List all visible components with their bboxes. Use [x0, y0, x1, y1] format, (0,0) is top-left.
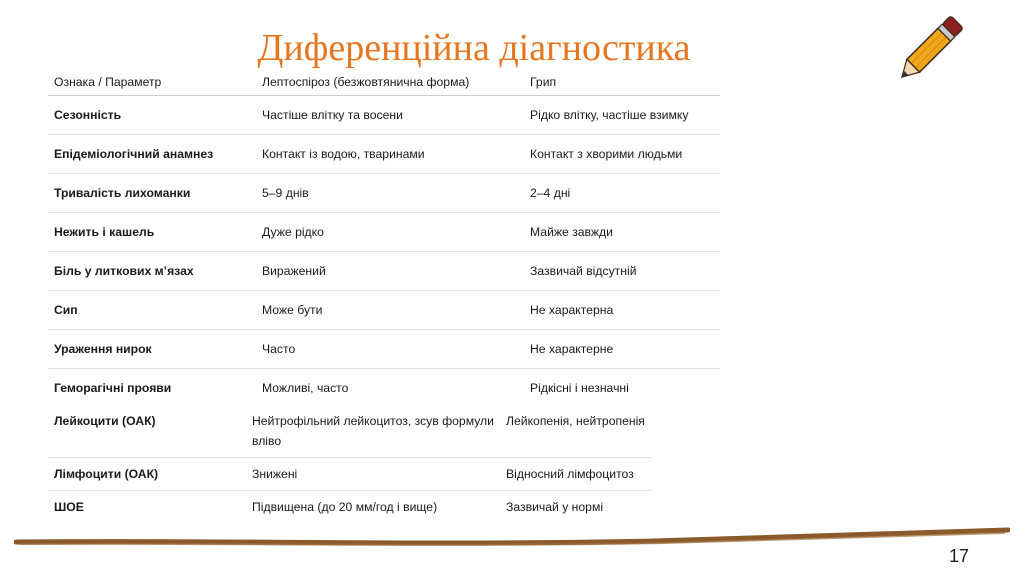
flu-cell: Майже завжди — [524, 213, 720, 252]
flu-cell: Зазвичай у нормі — [506, 500, 604, 514]
table-header-row — [48, 68, 720, 96]
leptospirosis-cell: 5–9 днів — [256, 174, 524, 213]
leptospirosis-cell: Можливі, часто — [262, 381, 349, 395]
leptospirosis-cell: Може бути — [256, 291, 524, 330]
slide-title: Диференційна діагностика — [257, 27, 691, 69]
pencil-icon — [890, 6, 976, 86]
flu-cell: Відносний лімфоцитоз — [500, 458, 652, 491]
table-row — [48, 458, 652, 491]
parameter-cell: Сип — [48, 291, 256, 330]
table-row — [48, 369, 720, 408]
parameter-cell: Лейкоцити (ОАК) — [48, 405, 246, 458]
flu-cell: Рідкісні і незначні — [530, 381, 629, 395]
flu-cell: 2–4 дні — [524, 174, 720, 213]
leptospirosis-cell: Часто — [256, 330, 524, 369]
flu-cell: Рідко влітку, частіше взимку — [524, 96, 720, 135]
divider-line — [14, 522, 1010, 552]
page-number: 17 — [948, 546, 969, 566]
table-row — [48, 405, 652, 458]
comparison-table — [48, 68, 720, 407]
parameter-cell: Біль у литкових м’язах — [48, 252, 256, 291]
flu-cell: Контакт з хворими людьми — [524, 135, 720, 174]
table-row — [48, 174, 720, 213]
parameter-cell: Сезонність — [48, 96, 256, 135]
leptospirosis-cell: Підвищена (до 20 мм/год і вище) — [252, 500, 438, 514]
header-cell: Ознака / Параметр — [48, 68, 256, 96]
table-row — [48, 252, 720, 291]
leptospirosis-cell: Дуже рідко — [256, 213, 524, 252]
table-row — [48, 135, 720, 174]
table-row — [48, 96, 720, 135]
flu-cell: Не характерне — [524, 330, 720, 369]
flu-cell: Лейкопенія, нейтропенія — [500, 405, 652, 458]
leptospirosis-cell: Нейтрофільний лейкоцитоз, зсув формули вліво — [246, 405, 500, 458]
parameter-cell: Лімфоцити (ОАК) — [48, 458, 246, 491]
parameter-cell: Нежить і кашель — [48, 213, 256, 252]
parameter-cell: ШОЕ — [54, 500, 84, 514]
table-row — [48, 291, 720, 330]
table-row — [48, 213, 720, 252]
parameter-cell: Тривалість лихоманки — [48, 174, 256, 213]
leptospirosis-cell: Виражений — [256, 252, 524, 291]
header-cell: Грип — [524, 68, 720, 96]
parameter-cell: Ураження нирок — [48, 330, 256, 369]
table-row — [48, 330, 720, 369]
leptospirosis-cell: Контакт із водою, тваринами — [256, 135, 524, 174]
flu-cell: Зазвичай відсутній — [524, 252, 720, 291]
leptospirosis-cell: Частіше влітку та восени — [256, 96, 524, 135]
leptospirosis-cell: Знижені — [246, 458, 500, 491]
parameter-cell: Епідеміологічний анамнез — [48, 135, 256, 174]
header-cell: Лептоспіроз (безжовтянична форма) — [256, 68, 524, 96]
flu-cell: Не характерна — [524, 291, 720, 330]
lab-comparison-table — [48, 405, 652, 523]
table-row — [48, 491, 652, 524]
parameter-cell: Геморагічні прояви — [54, 381, 172, 395]
